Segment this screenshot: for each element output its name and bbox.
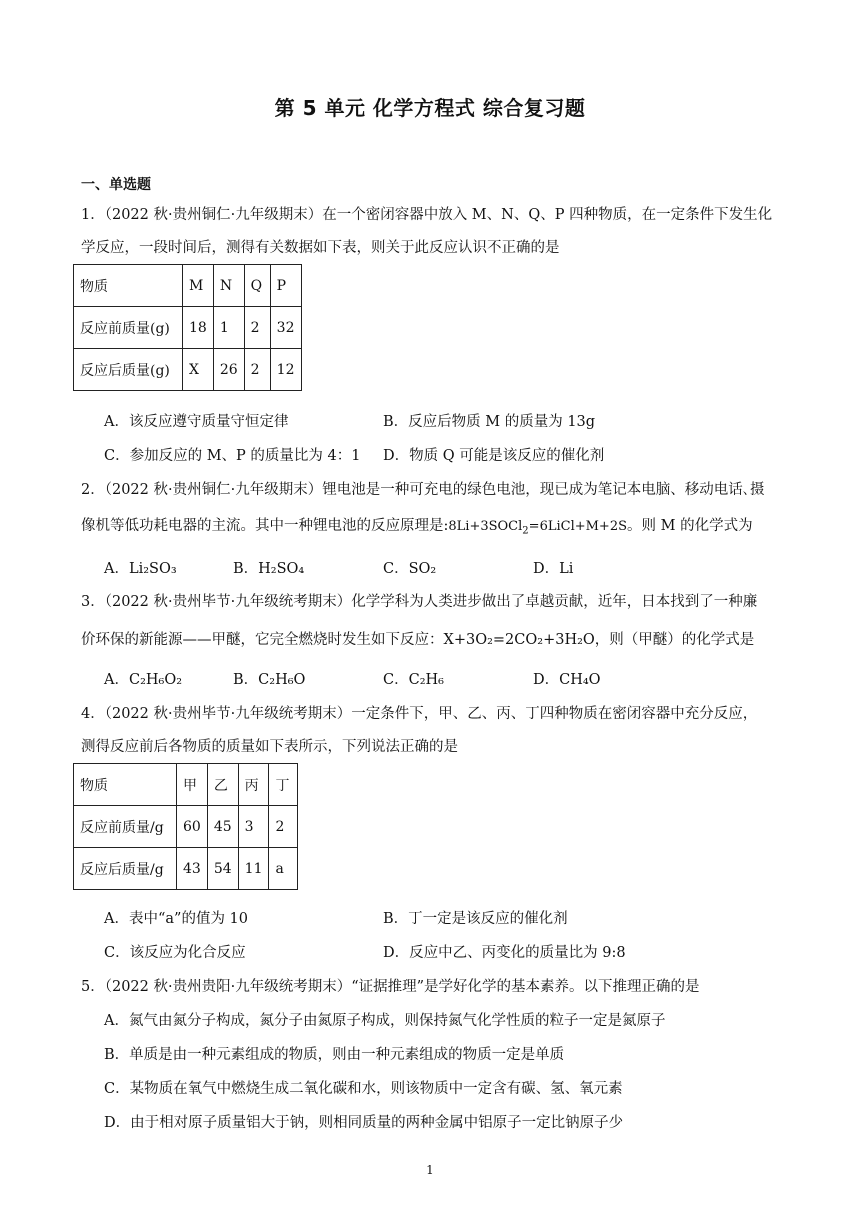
q3-stem-line2 [81, 628, 754, 649]
table-cell: 54 [207, 848, 238, 890]
table-cell: 2 [244, 349, 270, 391]
q1-option-d: D．物质 Q 可能是该反应的催化剂 [383, 448, 605, 464]
table-row [74, 806, 298, 848]
table-row [74, 349, 302, 391]
table-cell: 乙 [207, 764, 238, 806]
q2-option-c: C．SO₂ [383, 561, 437, 577]
table-cell: 丁 [269, 764, 298, 806]
q4-option-d: D．反应中乙、丙变化的质量比为 9:8 [383, 945, 626, 961]
q4-stem-line2: 测得反应前后各物质的质量如下表所示，下列说法正确的是 [81, 739, 458, 755]
table-cell: M [183, 265, 214, 307]
table-row [74, 764, 298, 806]
q3-stem-tail: ，则（甲醚）的化学式是 [594, 632, 755, 648]
q2-option-d: D．Li [533, 561, 574, 577]
q1-option-c: C．参加反应的 M、P 的质量比为 4：1 [104, 448, 361, 464]
q1-option-a: A．该反应遵守质量守恒定律 [104, 414, 289, 430]
table-cell: 45 [207, 806, 238, 848]
q3-option-a: A．C₂H₆O₂ [104, 672, 183, 688]
table-cell: 18 [183, 307, 214, 349]
q2-stem-tail: 。则 M 的化学式为 [627, 518, 753, 534]
q4-option-a: A．表中“a”的值为 10 [104, 911, 249, 927]
q2-stem-text: 像机等低功耗电器的主流。其中一种锂电池的反应原理是: [81, 518, 449, 534]
q2-stem-line2 [81, 514, 753, 537]
table-row [74, 265, 302, 307]
table-cell: N [213, 265, 244, 307]
q5-option-d: D．由于相对原子质量铝大于钠，则相同质量的两种金属中铝原子一定比钠原子少 [104, 1115, 624, 1131]
q3-stem-text: 价环保的新能源——甲醚，它完全燃烧时发生如下反应： [81, 632, 444, 648]
table-cell: 12 [270, 349, 301, 391]
table-cell: 1 [213, 307, 244, 349]
q4-option-b: B．丁一定是该反应的催化剂 [383, 911, 568, 927]
table-row-header: 反应前质量(g) [74, 307, 183, 349]
q1-stem-line2: 学反应，一段时间后，测得有关数据如下表，则关于此反应认识不正确的是 [81, 240, 560, 256]
table-row-header: 反应前质量/g [74, 806, 177, 848]
q2-stem-line1: 2．（2022 秋·贵州铜仁·九年级期末）锂电池是一种可充电的绿色电池，现已成为笔记本电脑、移动电话､摄 [81, 482, 765, 498]
table-row-header: 反应后质量/g [74, 848, 177, 890]
table-cell: 2 [244, 307, 270, 349]
q3-option-c: C．C₂H₆ [383, 672, 444, 688]
table-cell: 11 [238, 848, 269, 890]
q2-option-b: B．H₂SO₄ [233, 561, 305, 577]
q3-option-d: D．CH₄O [533, 672, 601, 688]
table-cell: 3 [238, 806, 269, 848]
table-cell: X [183, 349, 214, 391]
q4-stem-line1: 4．（2022 秋·贵州毕节·九年级统考期末）一定条件下，甲、乙、丙、丁四种物质在密闭容器中充分反应， [81, 706, 758, 722]
q5-option-b: B．单质是由一种元素组成的物质，则由一种元素组成的物质一定是单质 [104, 1047, 565, 1063]
page-title: 第 5 单元 化学方程式 综合复习题 [274, 96, 586, 120]
q5-option-a: A．氮气由氮分子构成，氮分子由氮原子构成，则保持氮气化学性质的粒子一定是氮原子 [104, 1013, 666, 1029]
table-row-header: 反应后质量(g) [74, 349, 183, 391]
table-cell: P [270, 265, 301, 307]
q4-option-c: C．该反应为化合反应 [104, 945, 246, 961]
q3-equation: X+3O₂=2CO₂+3H₂O [443, 632, 595, 648]
q5-stem-line1: 5．（2022 秋·贵州贵阳·九年级统考期末）“证据推理”是学好化学的基本素养。以下推理正确的是 [81, 979, 700, 995]
table-cell: 丙 [238, 764, 269, 806]
page-number: 1 [426, 1163, 434, 1177]
q1-option-b: B．反应后物质 M 的质量为 13g [383, 414, 596, 430]
table-row [74, 307, 302, 349]
table-cell: a [269, 848, 298, 890]
table-cell: 2 [269, 806, 298, 848]
q4-data-table [73, 763, 298, 890]
q3-option-b: B．C₂H₆O [233, 672, 306, 688]
table-cell: 32 [270, 307, 301, 349]
section-heading: 一、单选题 [81, 177, 151, 193]
q1-stem-line1: 1．（2022 秋·贵州铜仁·九年级期末）在一个密闭容器中放入 M、N、Q、P 四种物质，在一定条件下发生化 [81, 207, 773, 223]
q3-stem-line1: 3．（2022 秋·贵州毕节·九年级统考期末）化学学科为人类进步做出了卓越贡献，近年，日本找到了一种廉 [81, 594, 758, 610]
q5-option-c: C．某物质在氧气中燃烧生成二氧化碳和水，则该物质中一定含有碳、氢、氧元素 [104, 1081, 623, 1097]
table-cell: Q [244, 265, 270, 307]
q2-equation: 8Li+3SOCl$_2$=6LiCl+M+2S [448, 519, 628, 537]
table-cell: 43 [177, 848, 208, 890]
q2-option-a: A．Li₂SO₃ [104, 561, 177, 577]
table-cell: 甲 [177, 764, 208, 806]
table-cell: 60 [177, 806, 208, 848]
table-row-header: 物质 [74, 265, 183, 307]
table-row [74, 848, 298, 890]
table-row-header: 物质 [74, 764, 177, 806]
table-cell: 26 [213, 349, 244, 391]
q1-data-table [73, 264, 302, 391]
